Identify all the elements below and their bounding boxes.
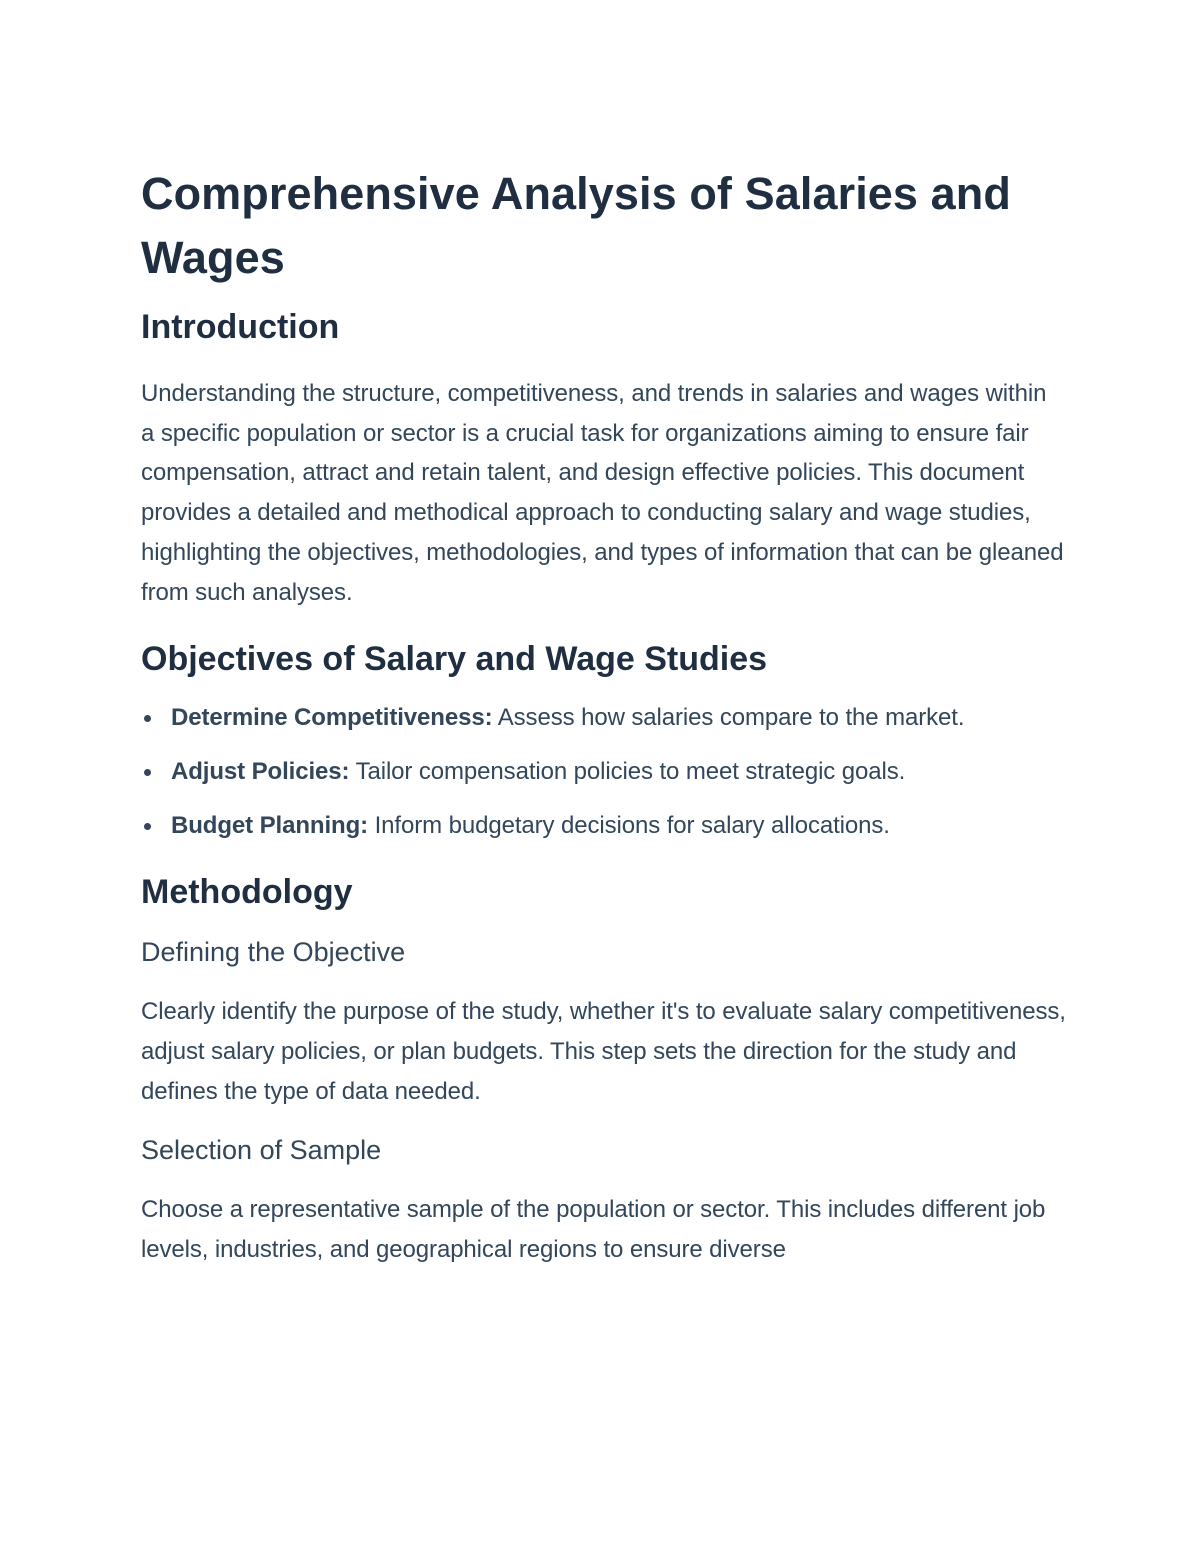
- objectives-list: [141, 698, 1066, 845]
- introduction-heading: Introduction: [141, 308, 340, 346]
- list-item: [141, 806, 1066, 846]
- bullet-icon: [144, 769, 151, 776]
- list-item-term: Budget Planning:: [171, 811, 369, 839]
- document-title: Comprehensive Analysis of Salaries and Wages: [141, 168, 1011, 283]
- bullet-icon: [144, 715, 151, 722]
- list-item-term: Determine Competitiveness:: [171, 704, 493, 732]
- list-item: [141, 752, 1066, 792]
- objectives-heading: Objectives of Salary and Wage Studies: [141, 640, 768, 679]
- defining-objective-paragraph: Clearly identify the purpose of the study, whether it's to evaluate salary competitiveness, adjust salary policies, or plan budgets. This step sets the direction for the study and defines the type of data needed.: [141, 998, 1066, 1105]
- list-item-text: Assess how salaries compare to the market.: [492, 704, 965, 732]
- list-item-term: Adjust Policies:: [171, 757, 350, 785]
- list-item: [141, 698, 1066, 738]
- introduction-paragraph: Understanding the structure, competitiveness, and trends in salaries and wages within a specific population or sector is a crucial task for organizations aiming to ensure fair compensation, attract and retain talent, and design effective policies. This document provides a detailed and methodical approach to conducting salary and wage studies, highlighting the objectives, methodologies, and types of information that can be gleaned from such analyses.: [141, 380, 1064, 606]
- list-item-text: Tailor compensation policies to meet strategic goals.: [349, 757, 906, 785]
- defining-objective-heading: Defining the Objective: [141, 937, 406, 968]
- selection-of-sample-heading: Selection of Sample: [141, 1135, 382, 1166]
- document-page: [141, 162, 1066, 1270]
- bullet-icon: [144, 823, 151, 830]
- list-item-text: Inform budgetary decisions for salary allocations.: [368, 811, 890, 839]
- methodology-heading: Methodology: [141, 873, 353, 912]
- selection-of-sample-paragraph: Choose a representative sample of the population or sector. This includes different job levels, industries, and geographical regions to ensure diverse: [141, 1196, 1046, 1264]
